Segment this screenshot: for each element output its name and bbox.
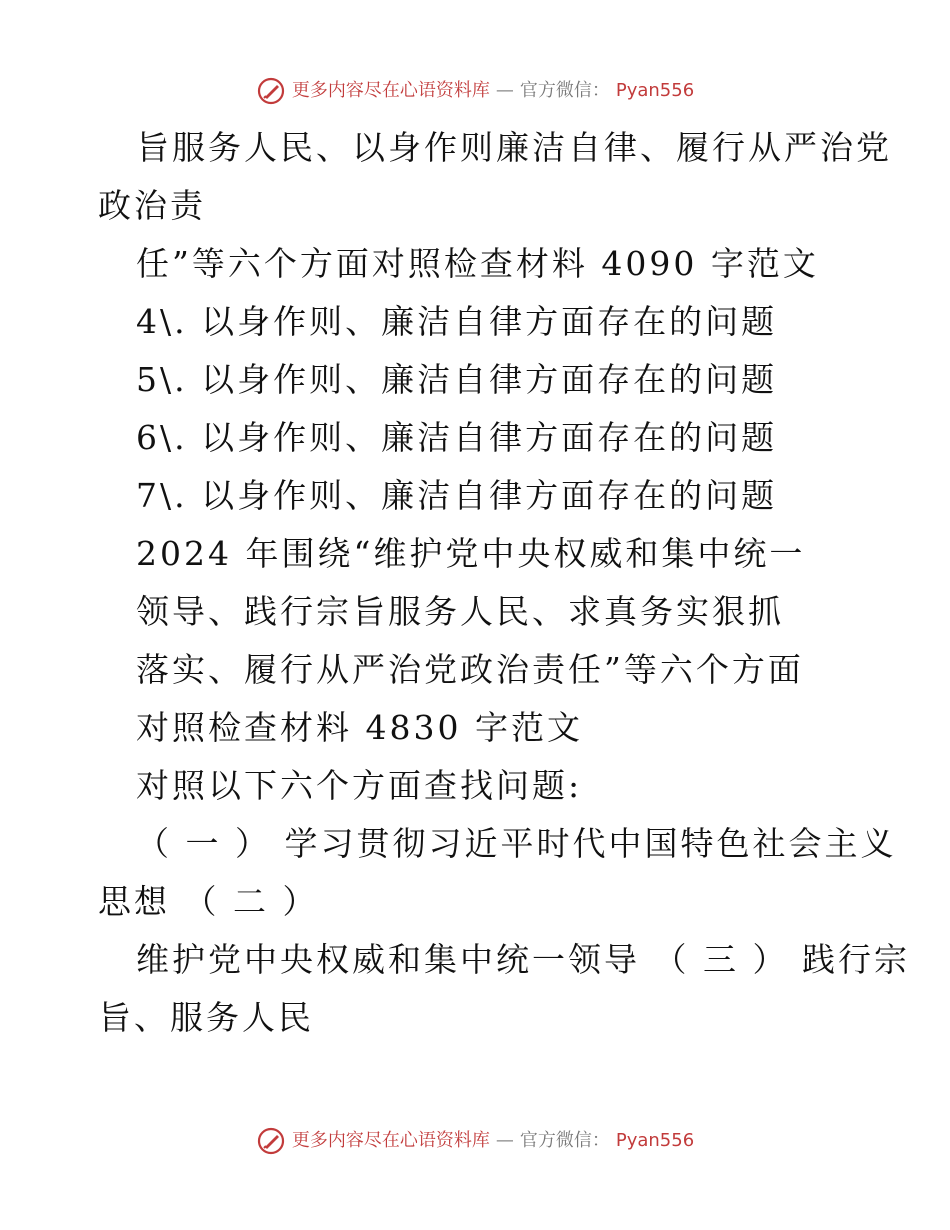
text-line: 旨、服务人民: [98, 998, 314, 1037]
watermark-handle: Pyan556: [615, 1130, 695, 1151]
text-line: 旨服务人民、以身作则廉洁自律、履行从严治党: [136, 128, 892, 167]
text-line: 4\. 以身作则、廉洁自律方面存在的问题: [136, 302, 778, 341]
text-line: 思想 （ 二 ）: [98, 882, 319, 921]
quill-logo-icon: [256, 76, 286, 106]
watermark-brand: 更多内容尽在心语资料库: [291, 80, 490, 101]
text-line: （ 一 ） 学习贯彻习近平时代中国特色社会主义: [136, 824, 897, 863]
footer-watermark: [0, 1126, 950, 1156]
text-line: 2024 年围绕“维护党中央权威和集中统一: [136, 534, 806, 573]
text-line: 5\. 以身作则、廉洁自律方面存在的问题: [136, 360, 778, 399]
text-line: 7\. 以身作则、廉洁自律方面存在的问题: [136, 476, 778, 515]
text-line: 领导、践行宗旨服务人民、求真务实狠抓: [136, 592, 784, 631]
watermark-brand: 更多内容尽在心语资料库: [291, 1130, 490, 1151]
text-line: 对照以下六个方面查找问题:: [136, 766, 583, 805]
text-line: 维护党中央权威和集中统一领导 （ 三 ） 践行宗: [136, 940, 910, 979]
watermark-separator: —: [495, 80, 514, 101]
quill-logo-icon: [256, 1126, 286, 1156]
text-line: 任”等六个方面对照检查材料 4090 字范文: [136, 244, 819, 283]
text-line: 落实、履行从严治党政治责任”等六个方面: [136, 650, 804, 689]
text-line: 6\. 以身作则、廉洁自律方面存在的问题: [136, 418, 778, 457]
text-line: 对照检查材料 4830 字范文: [136, 708, 583, 747]
text-line: 政治责: [98, 186, 206, 225]
watermark-separator: —: [495, 1130, 514, 1151]
header-watermark: [0, 76, 950, 106]
watermark-label: 官方微信：: [519, 80, 610, 101]
watermark-handle: Pyan556: [615, 80, 695, 101]
watermark-label: 官方微信：: [519, 1130, 610, 1151]
